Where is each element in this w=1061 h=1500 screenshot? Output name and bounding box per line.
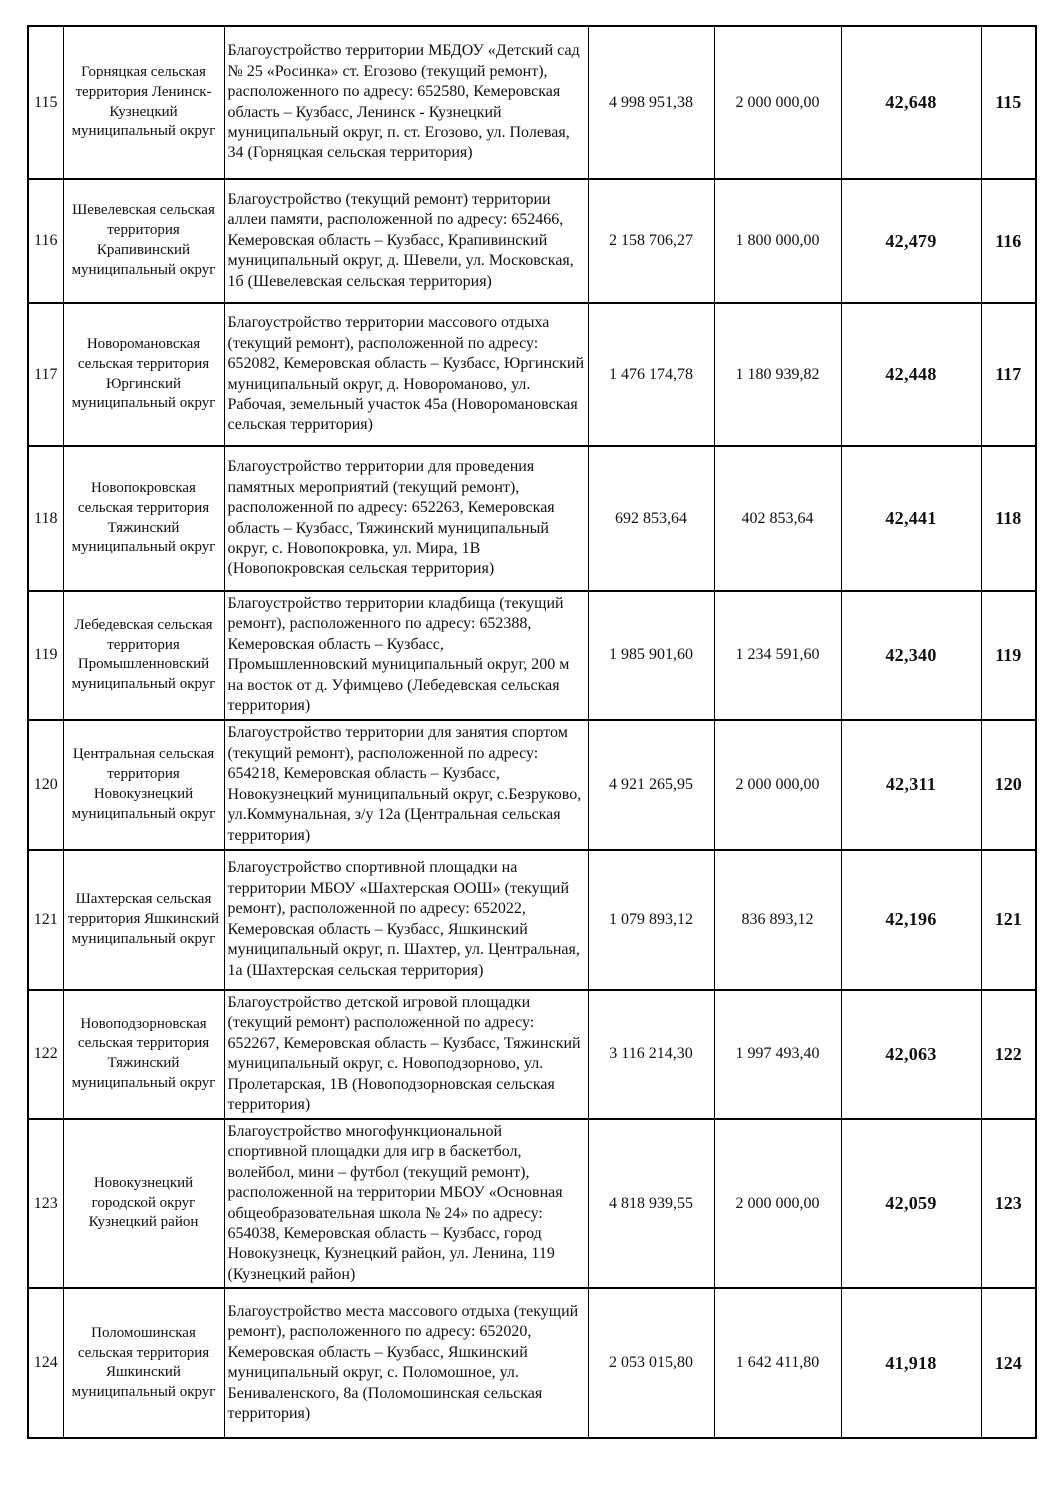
row-number-right-cell: 122 <box>981 990 1036 1119</box>
territory-cell: Центральная сельская территория Новокузнецкий муниципальный округ <box>63 720 224 850</box>
table-row <box>28 179 1036 303</box>
subsidy-amount-cell: 402 853,64 <box>714 446 841 591</box>
description-cell: Благоустройство спортивной площадки на территории МБОУ «Шахтерская ООШ» (текущий ремонт), расположенной по адресу: 652022, Кемеровская область – Кузбасс, Яшкинский муниципальный округ, п. Шахтер, ул. Центральная, 1а (Шахтерская сельская территория) <box>224 850 588 990</box>
territory-cell: Лебедевская сельская территория Промышленновский муниципальный округ <box>63 591 224 720</box>
row-number-cell: 120 <box>28 720 63 850</box>
territory-cell: Новоромановская сельская территория Юргинский муниципальный округ <box>63 303 224 446</box>
subsidy-amount-cell: 1 997 493,40 <box>714 990 841 1119</box>
total-cost-cell: 4 818 939,55 <box>588 1119 714 1289</box>
row-number-cell: 121 <box>28 850 63 990</box>
total-cost-cell: 1 079 893,12 <box>588 850 714 990</box>
score-cell: 42,648 <box>841 26 981 179</box>
row-number-cell: 116 <box>28 179 63 303</box>
table-row <box>28 1288 1036 1438</box>
row-number-right-cell: 119 <box>981 591 1036 720</box>
row-number-cell: 124 <box>28 1288 63 1438</box>
table-row <box>28 850 1036 990</box>
table-row <box>28 1119 1036 1289</box>
row-number-right-cell: 120 <box>981 720 1036 850</box>
total-cost-cell: 692 853,64 <box>588 446 714 591</box>
description-cell: Благоустройство территории массового отдыха (текущий ремонт), расположенной по адресу: 652082, Кемеровская область – Кузбасс, Юргинский муниципальный округ, д. Новороманово, ул. Рабочая, земельный участок 45а (Новоромановская сельская территория) <box>224 303 588 446</box>
row-number-right-cell: 117 <box>981 303 1036 446</box>
score-cell: 42,448 <box>841 303 981 446</box>
description-cell: Благоустройство места массового отдыха (текущий ремонт), расположенного по адресу: 652020, Кемеровская область – Кузбасс, Яшкинский муниципальный округ, с. Поломошное, ул. Бениваленского, 8а (Поломошинская сельская территория) <box>224 1288 588 1438</box>
territory-cell: Новопокровская сельская территория Тяжинский муниципальный округ <box>63 446 224 591</box>
row-number-right-cell: 123 <box>981 1119 1036 1289</box>
subsidy-amount-cell: 1 234 591,60 <box>714 591 841 720</box>
total-cost-cell: 2 053 015,80 <box>588 1288 714 1438</box>
row-number-right-cell: 115 <box>981 26 1036 179</box>
row-number-cell: 119 <box>28 591 63 720</box>
score-cell: 42,311 <box>841 720 981 850</box>
description-cell: Благоустройство территории для проведения памятных мероприятий (текущий ремонт), расположенной по адресу: 652263, Кемеровская область – Кузбасс, Тяжинский муниципальный округ, с. Новопокровка, ул. Мира, 1В (Новопокровская сельская территория) <box>224 446 588 591</box>
table-row <box>28 990 1036 1119</box>
score-cell: 42,063 <box>841 990 981 1119</box>
territory-cell: Новокузнецкий городской округ Кузнецкий район <box>63 1119 224 1289</box>
score-cell: 41,918 <box>841 1288 981 1438</box>
description-cell: Благоустройство многофункциональной спортивной площадки для игр в баскетбол, волейбол, мини – футбол (текущий ремонт), расположенной на территории МБОУ «Основная общеобразовательная школа № 24» по адресу: 654038, Кемеровская область – Кузбасс, город Новокузнецк, Кузнецкий район, ул. Ленина, 119 (Кузнецкий район) <box>224 1119 588 1289</box>
score-cell: 42,479 <box>841 179 981 303</box>
document-page <box>27 25 1037 1439</box>
subsidy-amount-cell: 2 000 000,00 <box>714 1119 841 1289</box>
subsidy-amount-cell: 2 000 000,00 <box>714 720 841 850</box>
total-cost-cell: 1 985 901,60 <box>588 591 714 720</box>
row-number-right-cell: 121 <box>981 850 1036 990</box>
row-number-cell: 117 <box>28 303 63 446</box>
table-row <box>28 446 1036 591</box>
row-number-cell: 115 <box>28 26 63 179</box>
total-cost-cell: 4 921 265,95 <box>588 720 714 850</box>
description-cell: Благоустройство детской игровой площадки (текущий ремонт) расположенной по адресу: 652267, Кемеровская область – Кузбасс, Тяжинский муниципальный округ, с. Новоподзорново, ул. Пролетарская, 1В (Новоподзорновская сельская территория) <box>224 990 588 1119</box>
table-body <box>28 26 1036 1438</box>
total-cost-cell: 2 158 706,27 <box>588 179 714 303</box>
table-row <box>28 26 1036 179</box>
table-row <box>28 591 1036 720</box>
total-cost-cell: 4 998 951,38 <box>588 26 714 179</box>
subsidy-amount-cell: 1 642 411,80 <box>714 1288 841 1438</box>
row-number-right-cell: 118 <box>981 446 1036 591</box>
row-number-cell: 122 <box>28 990 63 1119</box>
territory-cell: Горняцкая сельская территория Ленинск-Кузнецкий муниципальный округ <box>63 26 224 179</box>
table-row <box>28 303 1036 446</box>
description-cell: Благоустройство территории для занятия спортом (текущий ремонт), расположенной по адресу: 654218, Кемеровская область – Кузбасс, Новокузнецкий муниципальный округ, с.Безруково, ул.Коммунальная, з/у 12а (Центральная сельская территория) <box>224 720 588 850</box>
subsidy-amount-cell: 1 800 000,00 <box>714 179 841 303</box>
subsidy-amount-cell: 2 000 000,00 <box>714 26 841 179</box>
projects-ranking-table <box>27 25 1037 1439</box>
row-number-cell: 123 <box>28 1119 63 1289</box>
row-number-right-cell: 124 <box>981 1288 1036 1438</box>
score-cell: 42,340 <box>841 591 981 720</box>
row-number-right-cell: 116 <box>981 179 1036 303</box>
territory-cell: Новоподзорновская сельская территория Тяжинский муниципальный округ <box>63 990 224 1119</box>
territory-cell: Шахтерская сельская территория Яшкинский муниципальный округ <box>63 850 224 990</box>
table-row <box>28 720 1036 850</box>
score-cell: 42,196 <box>841 850 981 990</box>
subsidy-amount-cell: 836 893,12 <box>714 850 841 990</box>
description-cell: Благоустройство (текущий ремонт) территории аллеи памяти, расположенной по адресу: 652466, Кемеровская область – Кузбасс, Крапивинский муниципальный округ, д. Шевели, ул. Московская, 1б (Шевелевская сельская территория) <box>224 179 588 303</box>
description-cell: Благоустройство территории МБДОУ «Детский сад № 25 «Росинка» ст. Егозово (текущий ремонт), расположенного по адресу: 652580, Кемеровская область – Кузбасс, Ленинск - Кузнецкий муниципальный округ, п. ст. Егозово, ул. Полевая, 34 (Горняцкая сельская территория) <box>224 26 588 179</box>
description-cell: Благоустройство территории кладбища (текущий ремонт), расположенного по адресу: 652388, Кемеровская область – Кузбасс, Промышленновский муниципальный округ, 200 м на восток от д. Уфимцево (Лебедевская сельская территория) <box>224 591 588 720</box>
total-cost-cell: 3 116 214,30 <box>588 990 714 1119</box>
score-cell: 42,441 <box>841 446 981 591</box>
total-cost-cell: 1 476 174,78 <box>588 303 714 446</box>
territory-cell: Поломошинская сельская территория Яшкинский муниципальный округ <box>63 1288 224 1438</box>
score-cell: 42,059 <box>841 1119 981 1289</box>
subsidy-amount-cell: 1 180 939,82 <box>714 303 841 446</box>
territory-cell: Шевелевская сельская территория Крапивинский муниципальный округ <box>63 179 224 303</box>
row-number-cell: 118 <box>28 446 63 591</box>
